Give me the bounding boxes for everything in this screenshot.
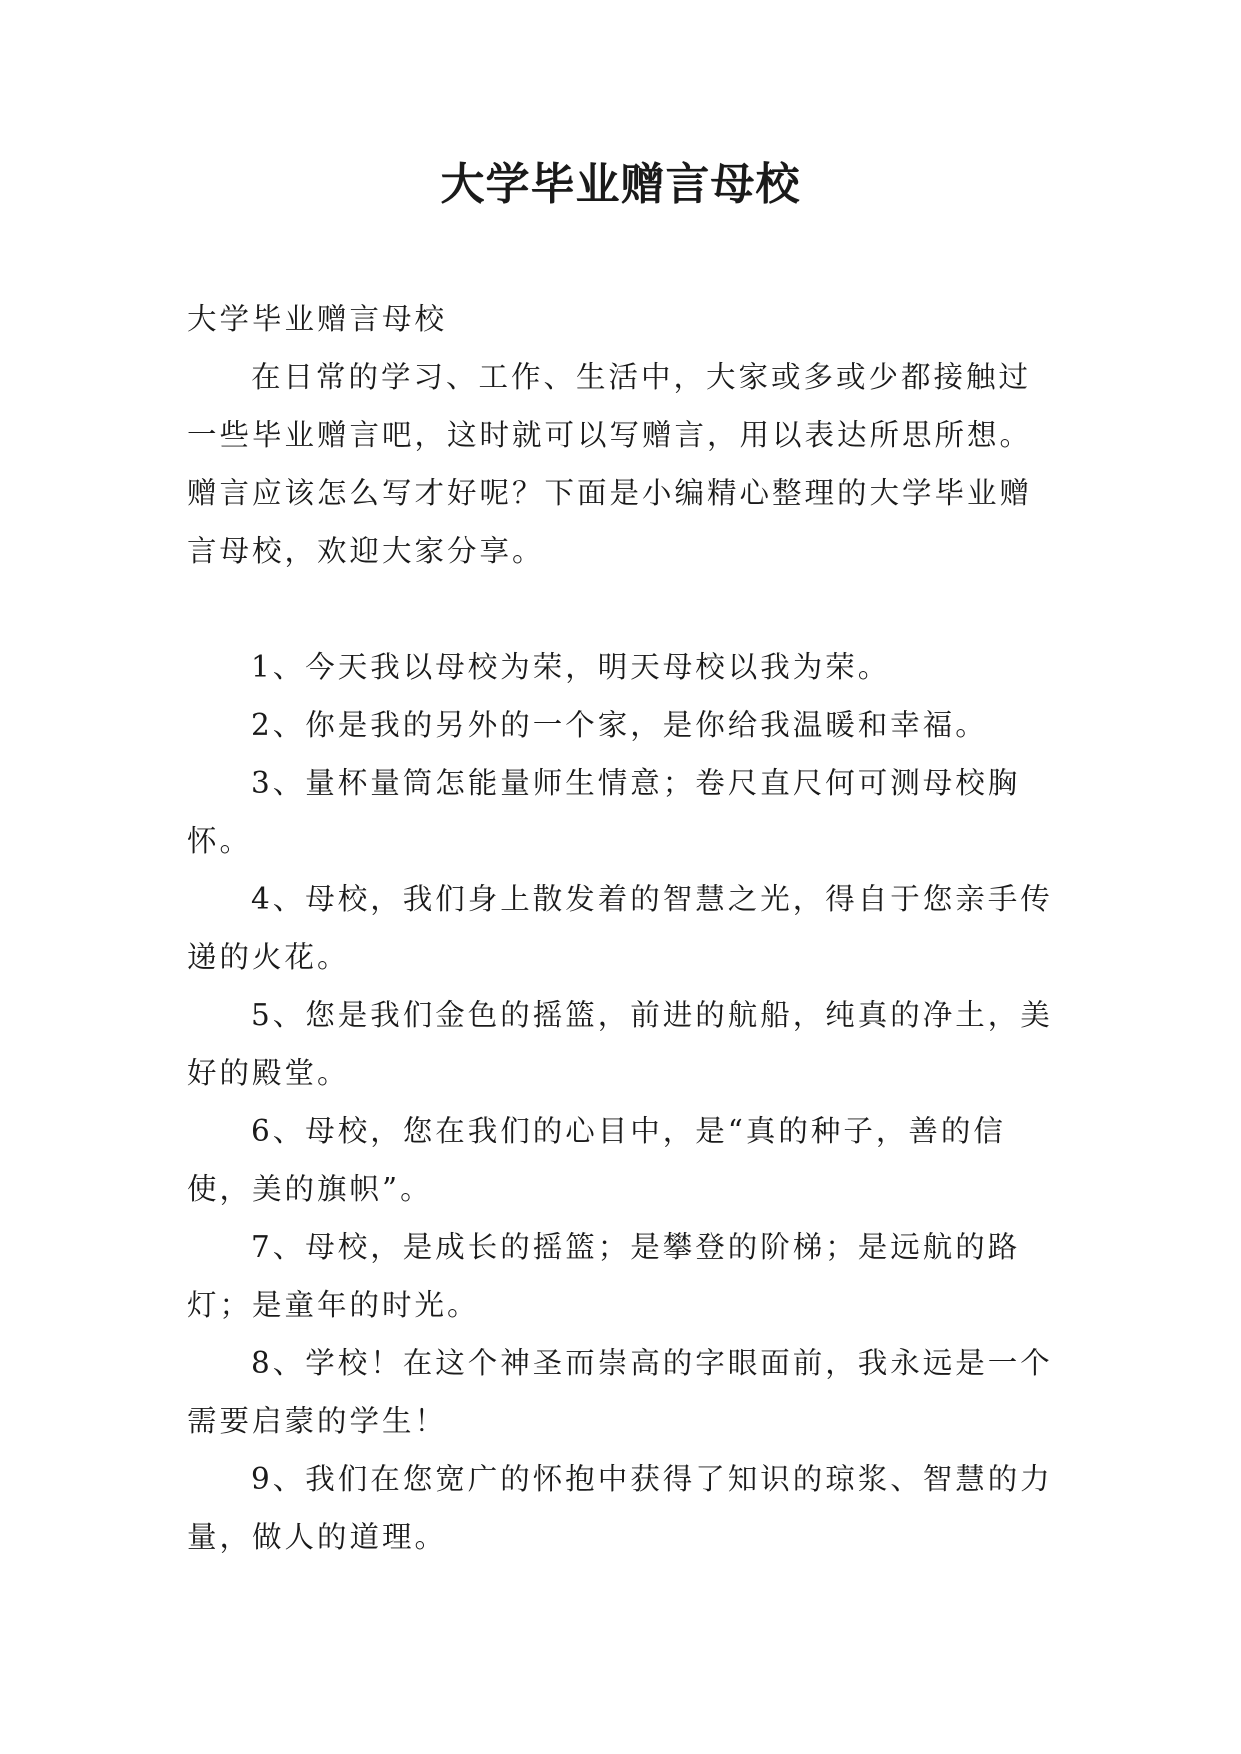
list-item: 9、我们在您宽广的怀抱中获得了知识的琼浆、智慧的力量，做人的道理。 [187,1462,1053,1554]
list-item: 4、母校，我们身上散发着的智慧之光，得自于您亲手传递的火花。 [187,882,1053,974]
list-item: 2、你是我的另外的一个家，是你给我温暖和幸福。 [251,708,988,742]
list-item: 3、量杯量筒怎能量师生情意；卷尺直尺何可测母校胸怀。 [187,766,1021,858]
list-item: 8、学校！在这个神圣而崇高的字眼面前，我永远是一个需要启蒙的学生！ [187,1346,1053,1438]
intro-paragraph: 在日常的学习、工作、生活中，大家或多或少都接触过一些毕业赠言吧，这时就可以写赠言，用以表达所思所想。赠言应该怎么写才好呢？下面是小编精心整理的大学毕业赠言母校，欢迎大家分享。 [187,360,1033,568]
list-item: 1、今天我以母校为荣，明天母校以我为荣。 [251,650,891,684]
paragraph-gap [187,580,1057,638]
list-item: 7、母校，是成长的摇篮；是攀登的阶梯；是远航的路灯；是童年的时光。 [187,1230,1021,1322]
document-title: 大学毕业赠言母校 [440,159,801,210]
list-item: 6、母校，您在我们的心目中，是“真的种子，善的信使，美的旗帜”。 [187,1114,1006,1206]
document-body [187,290,1057,1566]
document-subtitle: 大学毕业赠言母校 [187,302,448,336]
list-item: 5、您是我们金色的摇篮，前进的航船，纯真的净土，美好的殿堂。 [187,998,1053,1090]
